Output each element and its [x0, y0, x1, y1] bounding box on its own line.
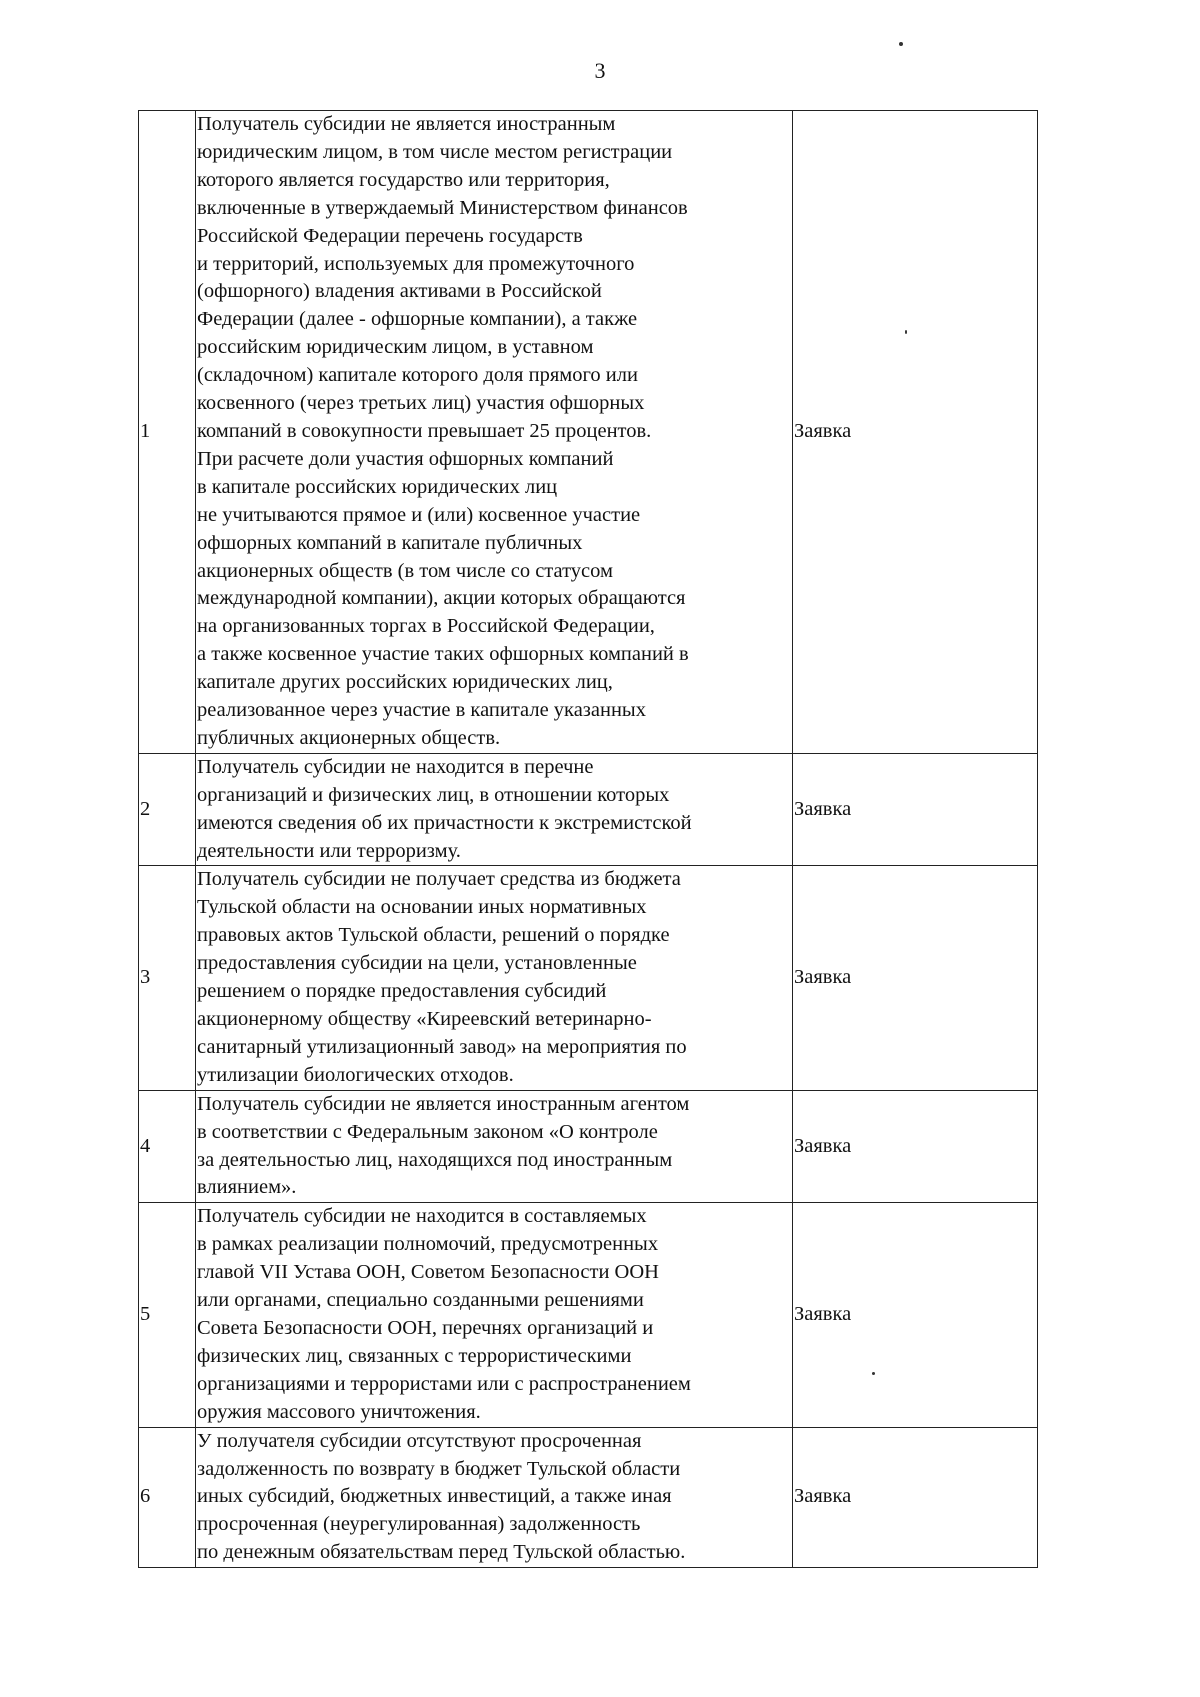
requirement-text: Получатель субсидии не является иностранным агентом в соответствии с Федеральным законом «О контроле за деятельностью лиц, находящихся под иностранным влиянием».	[196, 1090, 793, 1203]
document-type: Заявка	[793, 1090, 1038, 1203]
row-number: 6	[139, 1427, 196, 1568]
row-number: 5	[139, 1203, 196, 1427]
document-type: Заявка	[793, 111, 1038, 754]
requirement-text: Получатель субсидии не находится в перечне организаций и физических лиц, в отношении которых имеются сведения об их причастности к экстремистской деятельности или терроризму.	[196, 753, 793, 866]
table-row	[139, 753, 1038, 866]
row-number: 4	[139, 1090, 196, 1203]
table-row	[139, 1427, 1038, 1568]
table-row	[139, 1203, 1038, 1427]
table-row	[139, 866, 1038, 1090]
table-row	[139, 111, 1038, 754]
document-type: Заявка	[793, 866, 1038, 1090]
document-type: Заявка	[793, 1203, 1038, 1427]
row-number: 2	[139, 753, 196, 866]
requirement-text: У получателя субсидии отсутствуют просроченная задолженность по возврату в бюджет Тульской области иных субсидий, бюджетных инвестиций, а также иная просроченная (неурегулированная) задолженность по денежным обязательствам перед Тульской областью.	[196, 1427, 793, 1568]
scan-speck	[899, 42, 903, 46]
requirement-text: Получатель субсидии не находится в составляемых в рамках реализации полномочий, предусмотренных главой VII Устава ООН, Советом Безопасности ООН или органами, специально созданными решениями Совета Безопасности ООН, перечнях организаций и физических лиц, связанных с террористическими организациями и террористами или с распространением оружия массового уничтожения.	[196, 1203, 793, 1427]
document-type: Заявка	[793, 1427, 1038, 1568]
requirements-table	[138, 110, 1038, 1568]
row-number: 3	[139, 866, 196, 1090]
requirement-text: Получатель субсидии не является иностранным юридическим лицом, в том числе местом регистрации которого является государство или территория, включенные в утверждаемый Министерством финансов Российской Федерации перечень государств и территорий, используемых для промежуточного (офшорного) владения активами в Российской Федерации (далее - офшорные компании), а также российским юридическим лицом, в уставном (складочном) капитале которого доля прямого или косвенного (через третьих лиц) участия офшорных компаний в совокупности превышает 25 процентов. При расчете доли участия офшорных компаний в капитале российских юридических лиц не учитываются прямое и (или) косвенное участие офшорных компаний в капитале публичных акционерных обществ (в том числе со статусом международной компании), акции которых обращаются на организованных торгах в Российской Федерации, а также косвенное участие таких офшорных компаний в капитале других российских юридических лиц, реализованное через участие в капитале указанных публичных акционерных обществ.	[196, 111, 793, 754]
table-row	[139, 1090, 1038, 1203]
document-type: Заявка	[793, 753, 1038, 866]
requirement-text: Получатель субсидии не получает средства из бюджета Тульской области на основании иных нормативных правовых актов Тульской области, решений о порядке предоставления субсидии на цели, установленные решением о порядке предоставления субсидий акционерному обществу «Киреевский ветеринарно- санитарный утилизационный завод» на мероприятия по утилизации биологических отходов.	[196, 866, 793, 1090]
page-number: 3	[594, 58, 606, 83]
row-number: 1	[139, 111, 196, 754]
